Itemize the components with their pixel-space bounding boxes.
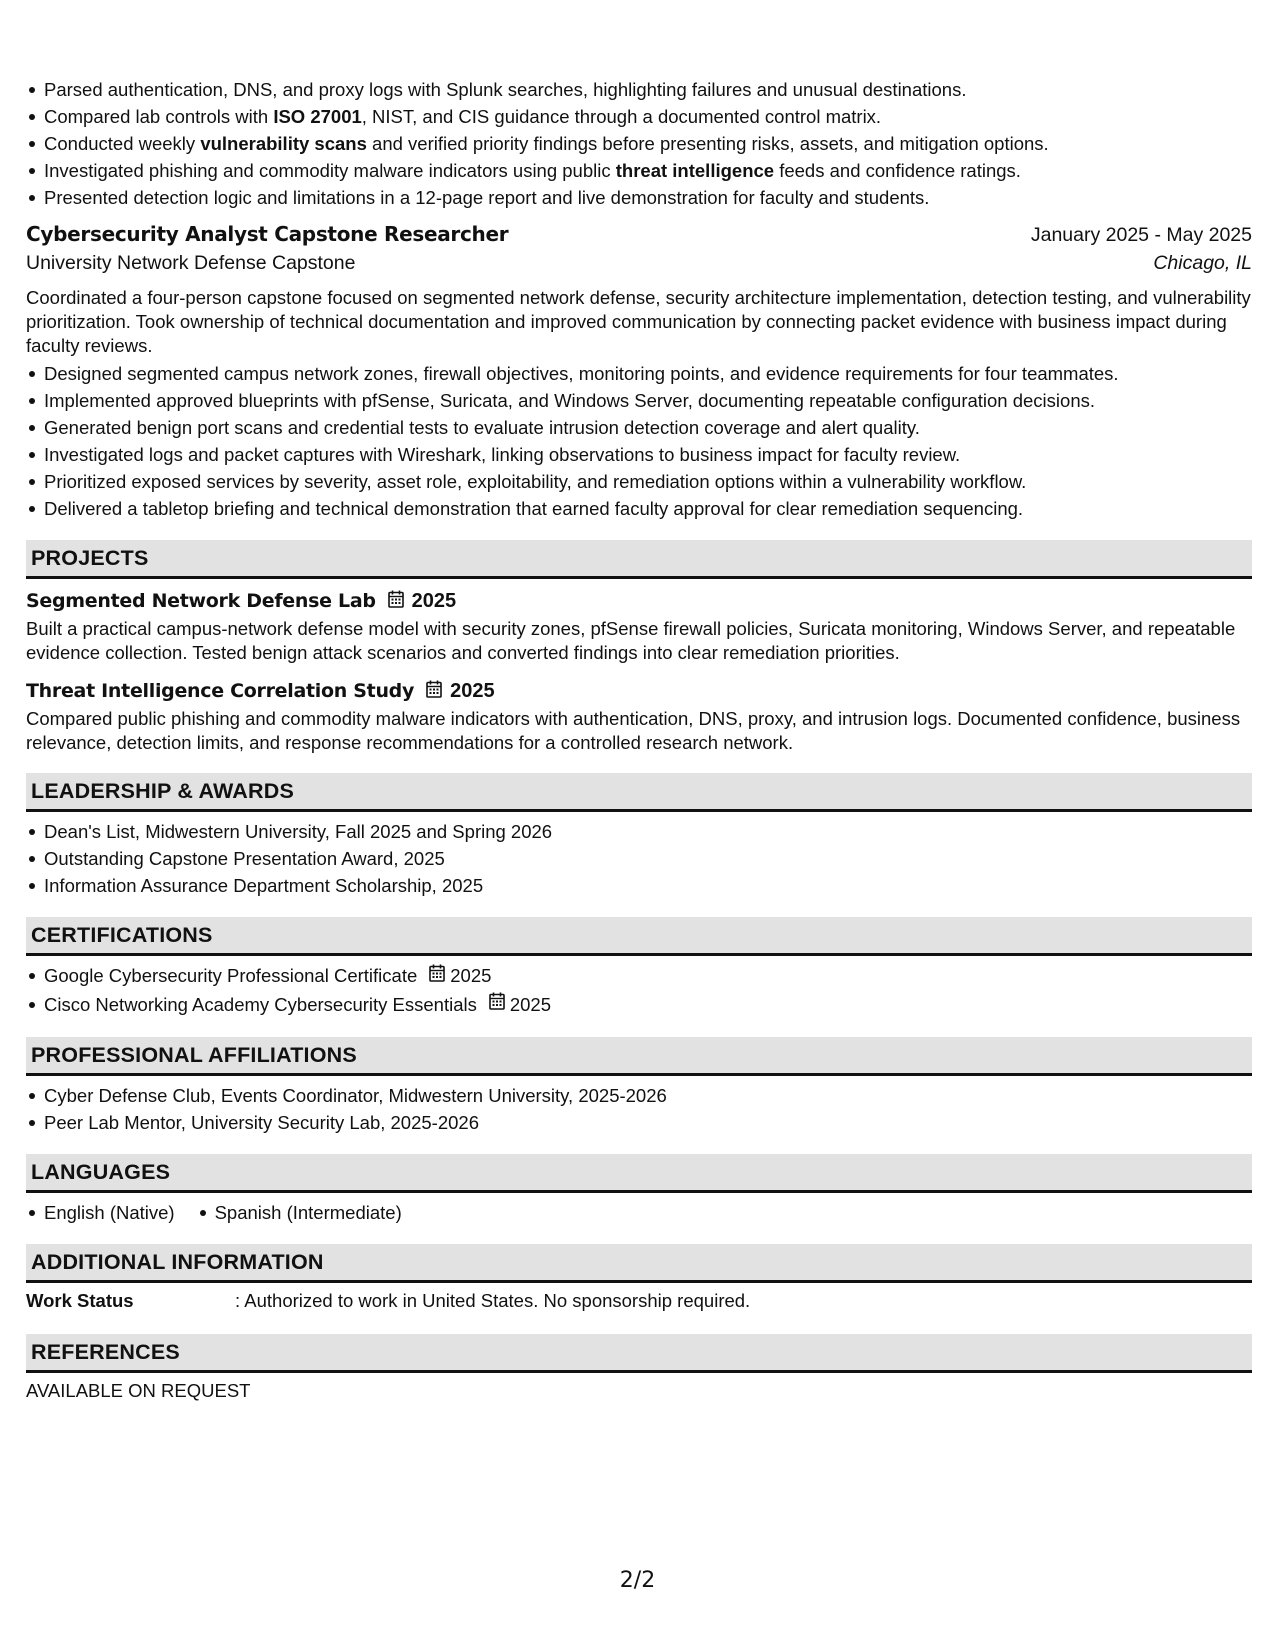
job-dates: January 2025 - May 2025 [1030,224,1252,246]
job-summary: Coordinated a four-person capstone focused on segmented network defense, security architecture implementation, detection testing, and vulnerability prioritization. Took ownership of technical documentation and improved communication by connecting packet evidence with business impact during faculty reviews. [26,287,1251,356]
project-description: Compared public phishing and commodity malware indicators with authentication, DNS, proxy, and intrusion logs. Documented confidence, business relevance, detection limits, and response recommendations for a controlled research network. [26,708,1241,753]
leadership-list [26,818,1252,899]
affiliations-list [26,1082,1252,1136]
section-header-leadership: LEADERSHIP & AWARDS [26,773,1252,812]
list-item: Implemented approved blueprints with pfSense, Suricata, and Windows Server, documenting repeatable configuration decisions. [26,387,1252,414]
list-item: Prioritized exposed services by severity, asset role, exploitability, and remediation options within a vulnerability workflow. [26,468,1252,495]
project-year: 2025 [411,589,457,612]
calendar-icon [426,680,442,703]
work-status-label: Work Status [26,1290,134,1312]
job-title: Cybersecurity Analyst Capstone Researcher [26,222,509,246]
job-header [26,222,1252,252]
list-item: Outstanding Capstone Presentation Award, 2025 [26,845,1252,872]
list-item: Cyber Defense Club, Events Coordinator, Midwestern University, 2025-2026 [26,1082,1252,1109]
list-item: Dean's List, Midwestern University, Fall 2025 and Spring 2026 [26,818,1252,845]
experience-bullets-previous [26,76,1252,211]
list-item: Parsed authentication, DNS, and proxy logs with Splunk searches, highlighting failures and unusual destinations. [26,76,1252,103]
calendar-icon [489,990,505,1017]
job-subheader [26,252,1252,284]
certification-name: Cisco Networking Academy Cybersecurity Essentials [44,993,477,1015]
list-item: Peer Lab Mentor, University Security Lab, 2025-2026 [26,1109,1252,1136]
projects-section [26,540,1252,755]
list-item: English (Native) [26,1199,175,1226]
affiliations-section [26,1037,1252,1136]
certification-name: Google Cybersecurity Professional Certificate [44,965,418,986]
list-item: Spanish (Intermediate) [197,1199,402,1226]
list-item: Presented detection logic and limitations in a 12-page report and live demonstration for faculty and students. [26,184,1252,211]
section-header-affiliations: PROFESSIONAL AFFILIATIONS [26,1037,1252,1076]
list-item: Investigated logs and packet captures with Wireshark, linking observations to business impact for faculty review. [26,441,1252,468]
calendar-icon [429,962,445,989]
list-item: Delivered a tabletop briefing and technical demonstration that earned faculty approval for clear remediation sequencing. [26,495,1252,522]
list-item: Investigated phishing and commodity malware indicators using public threat intelligence feeds and confidence ratings. [26,157,1252,184]
list-item: Generated benign port scans and credential tests to evaluate intrusion detection coverage and alert quality. [26,414,1252,441]
work-status-value: : Authorized to work in United States. No sponsorship required. [235,1290,751,1312]
section-header-references: REFERENCES [26,1334,1252,1373]
project-description: Built a practical campus-network defense model with security zones, pfSense firewall policies, Suricata monitoring, Windows Server, and repeatable evidence collection. Tested benign attack scenarios and converted findings into clear remediation priorities. [26,618,1236,663]
calendar-icon [388,590,404,613]
certification-year: 2025 [509,993,552,1015]
job-organization: University Network Defense Capstone [26,252,356,274]
project-name: Threat Intelligence Correlation Study [26,680,415,702]
project-title-row [26,585,1252,617]
list-item: Designed segmented campus network zones, firewall objectives, monitoring points, and evidence requirements for four teammates. [26,360,1252,387]
languages-list [26,1199,1252,1226]
leadership-section [26,773,1252,899]
job-bullets [26,360,1252,522]
certification-year: 2025 [450,965,492,986]
languages-section [26,1154,1252,1226]
page-number: 2/2 [619,1568,656,1593]
list-item: Conducted weekly vulnerability scans and verified priority findings before presenting risks, assets, and mitigation options. [26,130,1252,157]
work-status-row [26,1286,1252,1316]
section-header-languages: LANGUAGES [26,1154,1252,1193]
project-year: 2025 [450,679,495,702]
list-item: Information Assurance Department Scholarship, 2025 [26,872,1252,899]
project-title-row [26,675,1252,707]
section-header-certifications: CERTIFICATIONS [26,917,1252,956]
project-name: Segmented Network Defense Lab [26,590,376,612]
references-section [26,1334,1252,1406]
section-header-projects: PROJECTS [26,540,1252,579]
references-text: AVAILABLE ON REQUEST [26,1380,251,1402]
list-item: Compared lab controls with ISO 27001, NIST, and CIS guidance through a documented control matrix. [26,103,1252,130]
resume-page [26,76,1252,1406]
job-location: Chicago, IL [1153,252,1252,274]
additional-section [26,1244,1252,1316]
list-item [26,991,1252,1020]
certifications-section [26,917,1252,1019]
list-item [26,962,1252,991]
section-header-additional: ADDITIONAL INFORMATION [26,1244,1252,1283]
certifications-list [26,962,1252,1019]
